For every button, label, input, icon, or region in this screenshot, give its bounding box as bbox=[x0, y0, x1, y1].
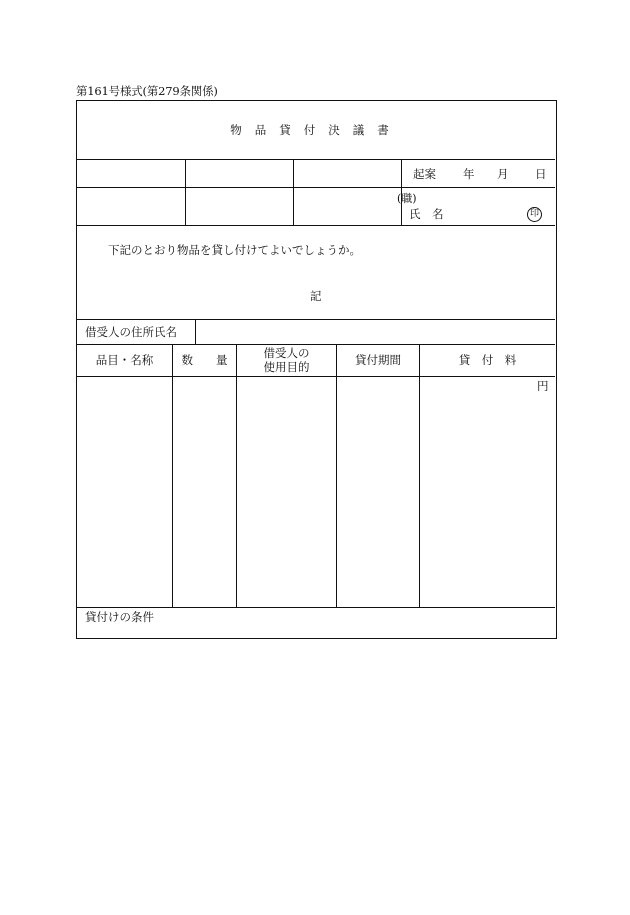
column-header-quantity-label: 数 量 bbox=[181, 353, 228, 368]
column-header-quantity bbox=[173, 345, 236, 377]
loan-resolution-form bbox=[76, 100, 557, 639]
draft-year-label: 年 bbox=[463, 167, 475, 181]
column-header-fee-label: 貸 付 料 bbox=[458, 353, 517, 368]
rule-after-title bbox=[77, 159, 555, 160]
rule-after-body bbox=[77, 319, 555, 320]
column-divider-2 bbox=[236, 344, 237, 607]
form-title: 物品貸付決議書 bbox=[230, 123, 402, 137]
name-label: 氏 名 bbox=[409, 207, 444, 221]
request-text: 下記のとおり物品を貸し付けてよいでしょうか。 bbox=[108, 243, 361, 257]
column-header-fee bbox=[420, 345, 555, 377]
column-header-purpose-line1: 借受人の bbox=[263, 346, 310, 361]
form-number-caption: 第161号様式(第279条関係) bbox=[76, 84, 218, 98]
position-label: (職) bbox=[397, 192, 417, 205]
draft-label: 起案 bbox=[413, 167, 436, 181]
draft-month-label: 月 bbox=[497, 167, 509, 181]
column-header-item-label: 品目・名称 bbox=[95, 353, 154, 368]
column-header-item bbox=[77, 345, 172, 377]
yen-unit: 円 bbox=[537, 379, 549, 393]
loan-conditions-label: 貸付けの条件 bbox=[85, 610, 154, 624]
column-divider-1 bbox=[172, 344, 173, 607]
rule-header-row bbox=[77, 187, 555, 188]
column-header-period bbox=[337, 345, 419, 377]
column-header-purpose bbox=[237, 345, 336, 377]
note-mark: 記 bbox=[310, 289, 322, 303]
column-divider-4 bbox=[419, 344, 420, 607]
rule-after-header bbox=[77, 225, 555, 226]
rule-before-conditions bbox=[77, 607, 555, 608]
column-divider-3 bbox=[336, 344, 337, 607]
seal-mark: 印 bbox=[527, 207, 542, 222]
borrower-divider bbox=[195, 319, 196, 344]
column-header-purpose-line2: 使用目的 bbox=[263, 360, 310, 374]
header-divider-1 bbox=[185, 159, 186, 225]
header-divider-2 bbox=[293, 159, 294, 225]
borrower-address-name-label: 借受人の住所氏名 bbox=[85, 325, 177, 339]
column-header-period-label: 貸付期間 bbox=[355, 353, 401, 368]
draft-day-label: 日 bbox=[535, 167, 547, 181]
